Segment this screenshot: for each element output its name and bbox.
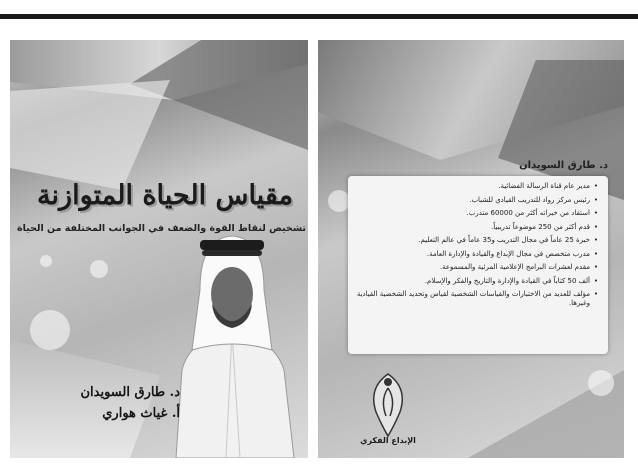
- back-cover: [318, 40, 624, 458]
- bio-item: • مدرب متخصص في مجال الإبداع والقيادة والإدارة العامة.: [356, 250, 598, 259]
- bio-item: • استفاد من خبراته أكثر من 60000 متدرب.: [356, 209, 598, 218]
- back-bubble: [328, 190, 350, 212]
- front-cover: [10, 40, 308, 458]
- bio-item: • مقدم لعشرات البرامج الإعلامية المرئية والمسموعة.: [356, 263, 598, 272]
- front-bubble: [90, 260, 108, 278]
- bio-item: • ألف 50 كتاباً في القيادة والإدارة والتاريخ والفكر والإسلام.: [356, 277, 598, 286]
- front-facet-light: [10, 80, 170, 190]
- author-name-1: د. طارق السويدان: [80, 385, 180, 400]
- author-photo: [160, 220, 308, 458]
- bio-item: • قدم أكثر من 250 موضوعاً تدريبياً.: [356, 223, 598, 232]
- publisher-name: الإبداع الفكري: [360, 436, 416, 445]
- author-bio-list: [348, 176, 608, 308]
- back-author-heading: د. طارق السويدان: [519, 160, 608, 171]
- front-bubble: [40, 255, 52, 267]
- bio-item: • خبرة 25 عاماً في مجال التدريب و35 عاماً في عالم التعليم.: [356, 236, 598, 245]
- bio-item: • مؤلف للعديد من الاختبارات والقياسات الشخصية لقياس وتحديد الشخصية القيادية وغيرها.: [356, 290, 598, 308]
- bio-item: • مدير عام قناة الرسالة الفضائية.: [356, 182, 598, 191]
- bio-item: • رئيس مركز رواد للتدريب القيادي للشباب.: [356, 196, 598, 205]
- author-bio-box: [348, 176, 608, 354]
- front-bubble: [30, 310, 70, 350]
- publisher-logo-icon: [358, 366, 418, 440]
- book-title: مقياس الحياة المتوازنة: [37, 180, 293, 211]
- scan-border-line: [0, 14, 638, 19]
- author-name-2: أ. غياث هواري: [102, 406, 180, 421]
- back-bubble: [588, 370, 614, 396]
- book-subtitle: تشخيص لنقاط القوة والضعف في الجوانب المختلفة من الحياة: [17, 223, 306, 234]
